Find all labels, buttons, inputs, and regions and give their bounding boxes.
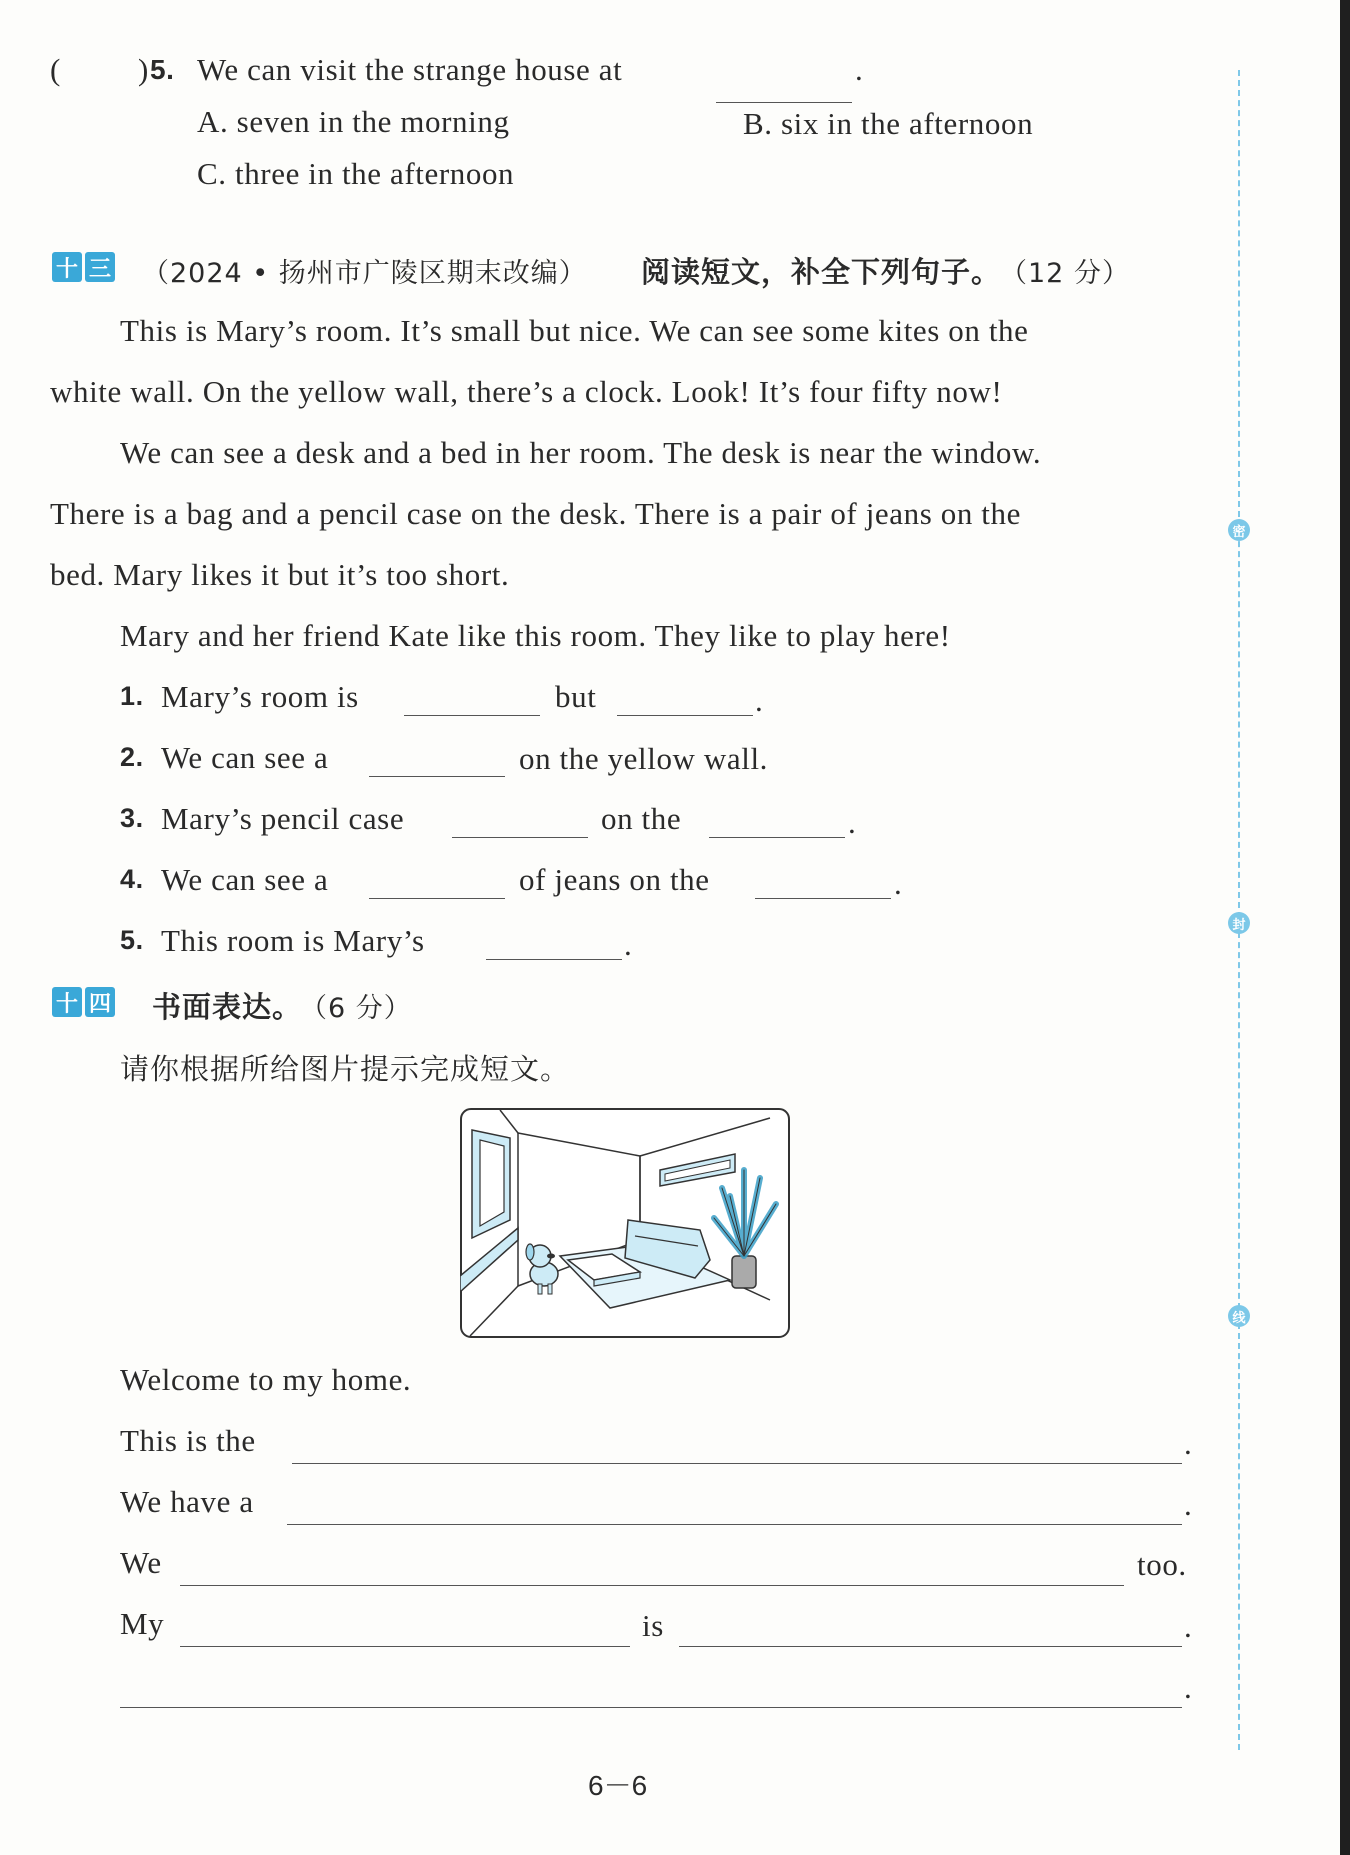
writing-line-text: My bbox=[120, 1606, 165, 1641]
answer-blank[interactable] bbox=[617, 715, 753, 716]
answer-blank[interactable] bbox=[755, 898, 891, 899]
passage-line: This is Mary’s room. It’s small but nice. We can see some kites on the bbox=[120, 313, 1029, 348]
line-period: . bbox=[1184, 1609, 1193, 1644]
margin-seal: 封 bbox=[1228, 912, 1250, 934]
option-c: C. three in the afternoon bbox=[197, 156, 515, 191]
passage-line: bed. Mary likes it but it’s too short. bbox=[50, 557, 510, 592]
question-period: . bbox=[894, 866, 903, 901]
writing-blank[interactable] bbox=[679, 1646, 1182, 1647]
writing-line-text: Welcome to my home. bbox=[120, 1362, 412, 1397]
answer-blank[interactable] bbox=[369, 776, 505, 777]
writing-line-text: is bbox=[642, 1608, 664, 1643]
question-text: of jeans on the bbox=[519, 862, 710, 897]
writing-line-text: too. bbox=[1137, 1547, 1187, 1582]
question-number: 2. bbox=[120, 742, 144, 772]
question-stem: We can visit the strange house at bbox=[197, 52, 623, 87]
writing-blank[interactable] bbox=[292, 1463, 1182, 1464]
question-number: 1. bbox=[120, 681, 144, 711]
question-text: on the yellow wall. bbox=[519, 741, 769, 776]
answer-blank[interactable] bbox=[369, 898, 505, 899]
writing-blank[interactable] bbox=[120, 1707, 1182, 1708]
question-number: 4. bbox=[120, 864, 144, 894]
question-text: on the bbox=[601, 801, 682, 836]
section-title: 阅读短文，补全下列句子。 bbox=[641, 255, 1002, 289]
answer-blank[interactable] bbox=[404, 715, 540, 716]
answer-blank[interactable] bbox=[486, 959, 622, 960]
section-score: （12 分） bbox=[1000, 258, 1130, 289]
answer-paren-close: ) bbox=[138, 52, 149, 87]
question-text: We can see a bbox=[161, 862, 329, 897]
binding-margin-line bbox=[1238, 70, 1240, 1750]
writing-line-text: This is the bbox=[120, 1423, 256, 1458]
writing-blank[interactable] bbox=[180, 1646, 630, 1647]
passage-line: white wall. On the yellow wall, there’s a clock. Look! It’s four fifty now! bbox=[50, 374, 1003, 409]
writing-blank[interactable] bbox=[180, 1585, 1124, 1586]
section-badge: 十 三 bbox=[52, 252, 118, 282]
question-text: Mary’s room is bbox=[161, 679, 359, 714]
question-number: 5. bbox=[120, 925, 144, 955]
question-text: but bbox=[555, 679, 597, 714]
passage-line: Mary and her friend Kate like this room. They like to play here! bbox=[120, 618, 951, 653]
section-source: （2024 • 扬州市广陵区期末改编） bbox=[142, 258, 587, 289]
writing-line-text: We have a bbox=[120, 1484, 254, 1519]
question-text: We can see a bbox=[161, 740, 329, 775]
question-period: . bbox=[855, 52, 864, 87]
question-period: . bbox=[624, 927, 633, 962]
option-a: A. seven in the morning bbox=[197, 104, 510, 139]
line-period: . bbox=[1184, 1670, 1193, 1705]
answer-blank[interactable] bbox=[709, 837, 845, 838]
answer-blank[interactable] bbox=[452, 837, 588, 838]
question-number: 5. bbox=[150, 54, 175, 85]
section-title: 书面表达。 bbox=[152, 990, 303, 1024]
question-period: . bbox=[755, 683, 764, 718]
living-room-illustration bbox=[460, 1108, 790, 1338]
margin-seal: 密 bbox=[1228, 519, 1250, 541]
writing-line-text: We bbox=[120, 1545, 162, 1580]
answer-blank[interactable] bbox=[716, 102, 852, 103]
answer-paren-open: ( bbox=[50, 52, 61, 87]
passage-line: We can see a desk and a bed in her room. The desk is near the window. bbox=[120, 435, 1042, 470]
question-period: . bbox=[848, 805, 857, 840]
section-badge: 十 四 bbox=[52, 987, 118, 1017]
question-text: Mary’s pencil case bbox=[161, 801, 405, 836]
margin-seal: 线 bbox=[1228, 1305, 1250, 1327]
section-score: （6 分） bbox=[300, 993, 412, 1024]
question-text: This room is Mary’s bbox=[161, 923, 425, 958]
line-period: . bbox=[1184, 1487, 1193, 1522]
line-period: . bbox=[1184, 1426, 1193, 1461]
question-number: 3. bbox=[120, 803, 144, 833]
option-b: B. six in the afternoon bbox=[743, 106, 1034, 141]
passage-line: There is a bag and a pencil case on the desk. There is a pair of jeans on the bbox=[50, 496, 1021, 531]
writing-instruction: 请你根据所给图片提示完成短文。 bbox=[120, 1052, 571, 1086]
page-number: 6－6 bbox=[588, 1770, 648, 1801]
writing-blank[interactable] bbox=[287, 1524, 1182, 1525]
